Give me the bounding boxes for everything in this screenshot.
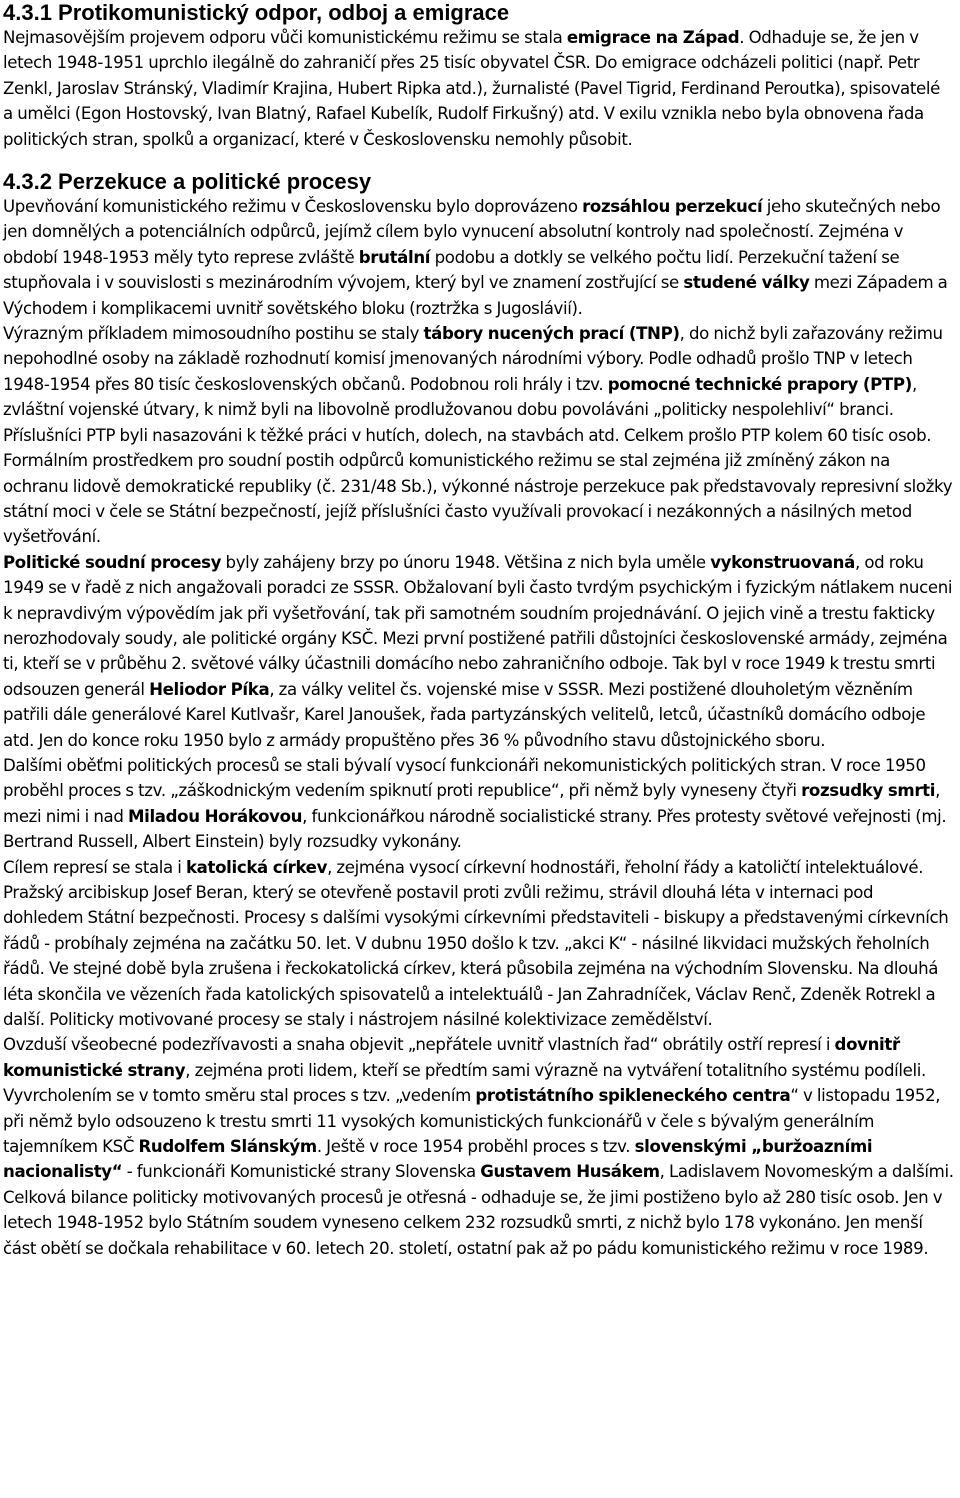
- paragraph-text: byly zahájeny brzy po únoru 1948. Většina z nich byla uměle: [221, 552, 711, 572]
- paragraph-text: , od roku 1949 se v řadě z nich angažovali poradci ze SSSR. Obžalovaní byli často tvrdým psychickým i fyzickým nátlakem nuceni k nepravdivým výpovědím jak při vyšetřování, tak při samotném soudním projednávání. O jejich vině a trestu fakticky nerozhodovaly soudy, ale politické orgány KSČ. Mezi první postižené patřili důstojníci československé armády, zejména ti, kteří se v průběhu 2. světové války účastnili domácího nebo zahraničního odboje. Tak byl v roce 1949 k trestu smrti odsouzen generál: [3, 552, 953, 699]
- emphasis-text: rozsudky smrti: [801, 781, 936, 801]
- paragraph: [3, 25, 954, 152]
- emphasis-text: dovnitř komunistické strany: [3, 1035, 900, 1080]
- emphasis-text: Miladou Horákovou: [127, 806, 303, 826]
- paragraph-text: , zvláštní vojenské útvary, k nimž byli na libovolně prodlužovanou dobu povoláváni „politicky nespolehliví“ branci. Příslušníci PTP byli nasazováni k těžké práci v hutích, dolech, na stavbách atd. Celkem prošlo PTP kolem 60 tisíc osob.: [3, 374, 932, 445]
- section-body-emigrace: [3, 25, 954, 152]
- paragraph-text: , zejména proti lidem, kteří se předtím sami výrazně na vytváření totalitního systému podíleli. Vyvrcholením se v tomto směru stal proces s tzv. „vedením: [3, 1060, 926, 1106]
- paragraph: [3, 321, 954, 448]
- paragraph-text: Ovzduší všeobecné podezřívavosti a snaha objevit „nepřátele uvnitř vlastních řad“ obrátily ostří represí i: [3, 1035, 835, 1055]
- emphasis-text: emigrace na Západ: [566, 28, 740, 47]
- emphasis-text: tábory nucených prací (TNP): [423, 324, 680, 344]
- emphasis-text: slovenskými „buržoazními nacionalisty“: [3, 1137, 873, 1182]
- paragraph-text: . Ještě v roce 1954 proběhl proces s tzv.: [316, 1137, 635, 1157]
- paragraph: [3, 1185, 954, 1261]
- paragraph-text: Cílem represí se stala i: [3, 857, 186, 877]
- emphasis-text: Gustavem Husákem: [480, 1162, 660, 1182]
- paragraph-text: Upevňování komunistického režimu v Československu bylo doprovázeno: [3, 197, 583, 217]
- emphasis-text: Heliodor Píka: [149, 679, 270, 699]
- emphasis-text: vykonstruovaná: [710, 552, 855, 572]
- paragraph-text: , do nichž byli zařazovány režimu nepohodlné osoby na základě rozhodnutí komisí jmenovaných národními výbory. Podle odhadů prošlo TNP v letech 1948-1954 přes 80 tisíc československých občanů. Podobnou roli hrály i tzv.: [3, 324, 943, 394]
- emphasis-text: rozsáhlou perzekucí: [582, 197, 763, 217]
- paragraph: [3, 855, 954, 1033]
- emphasis-text: katolická církev: [186, 857, 328, 877]
- section-heading-perzekuce: 4.3.2 Perzekuce a politické procesy: [3, 169, 372, 195]
- paragraph-text: , Ladislavem Novomeským a dalšími.: [659, 1162, 954, 1182]
- paragraph-text: Celková bilance politicky motivovaných procesů je otřesná - odhaduje se, že jimi postiženo bylo až 280 tisíc osob. Jen v letech 1948-1952 bylo Státním soudem vyneseno celkem 232 rozsudků smrti, z nichž bylo 178 vykonáno. Jen menší část obětí se dočkala rehabilitace v 60. letech 20. století, ostatní pak až po pádu komunistického režimu v roce 1989.: [3, 1187, 943, 1258]
- paragraph: [3, 1032, 954, 1184]
- paragraph-text: “ v listopadu 1952, při němž bylo odsouzeno k trestu smrti 11 vysokých komunistických funkcionářů v čele s bývalým generálním tajemníkem KSČ: [3, 1086, 941, 1157]
- emphasis-text: Rudolfem Slánským: [138, 1137, 317, 1157]
- paragraph-text: . Odhaduje se, že jen v letech 1948-1951 uprchlo ilegálně do zahraničí přes 25 tisíc obyvatel ČSR. Do emigrace odcházeli politici (např. Petr Zenkl, Jaroslav Stránský, Vladimír Krajina, Hubert Ripka atd.), žurnalisté (Pavel Tigrid, Ferdinand Peroutka), spisovatelé a umělci (Egon Hostovský, Ivan Blatný, Rafael Kubelík, Rudolf Firkušný) atd. V exilu vznikla nebo byla obnovena řada politických stran, spolků a organizací, které v Československu nemohly působit.: [3, 28, 940, 149]
- paragraph-text: , funkcionářkou národně socialistické strany. Přes protesty světové veřejnosti (mj. Bertrand Russell, Albert Einstein) byly rozsudky vykonány.: [3, 806, 947, 852]
- paragraph-text: , zejména vysocí církevní hodnostáři, řeholní řády a katoličtí intelektuálové. Pražský arcibiskup Josef Beran, který se otevřeně postavil proti zvůli režimu, strávil dlouhá léta v internaci pod dohledem Státní bezpečnosti. Procesy s dalšími vysokými církevními představiteli - biskupy a představenými církevních řádů - probíhaly zejména na začátku 50. let. V dubnu 1950 došlo k tzv. „akci K“ - násilné likvidaci mužských řeholních řádů. Ve stejné době byla zrušena i řeckokatolická církev, která působila zejména na východním Slovensku. Na dlouhá léta skončila ve vězeních řada katolických spisovatelů a intelektuálů - Jan Zahradníček, Václav Renč, Zdeněk Rotrekl a další. Politicky motivované procesy se staly i nástrojem násilné kolektivizace zemědělství.: [3, 857, 949, 1030]
- emphasis-text: pomocné technické prapory (PTP): [607, 374, 912, 394]
- emphasis-text: Politické soudní procesy: [3, 552, 222, 572]
- paragraph-text: Formálním prostředkem pro soudní postih odpůrců komunistického režimu se stal zejména již zmíněný zákon na ochranu lidově demokratické republiky (č. 231/48 Sb.), výkonné nástroje perzekuce pak představovaly represivní složky státní moci v čele se Státní bezpečností, jejíž příslušníci často využívali provokací i nezákonných a násilných metod vyšetřování.: [3, 451, 953, 547]
- emphasis-text: brutální: [358, 247, 431, 267]
- paragraph-text: Nejmasovějším projevem odporu vůči komunistickému režimu se stala: [3, 28, 567, 47]
- paragraph-text: jeho skutečných nebo jen domnělých a potenciálních odpůrců, jejímž cílem bylo vynucení absolutní kontroly nad společností. Zejména v období 1948-1953 měly tyto represe zvláště: [3, 197, 941, 267]
- emphasis-text: studené války: [683, 273, 810, 293]
- paragraph-text: Výrazným příkladem mimosoudního postihu se staly: [3, 324, 424, 344]
- paragraph-text: podobu a dotkly se velkého počtu lidí. Perzekuční tažení se stupňovala i v souvislosti s mezinárodním vývojem, který byl ve znamení zostřující se: [3, 247, 900, 293]
- section-heading-protikomunisticky-odpor: 4.3.1 Protikomunistický odpor, odboj a emigrace: [3, 0, 510, 25]
- paragraph: [3, 550, 954, 753]
- paragraph-text: - funkcionáři Komunistické strany Slovenska: [122, 1162, 481, 1182]
- paragraph-text: , mezi nimi i nad: [3, 781, 941, 826]
- paragraph-text: Dalšími oběťmi politických procesů se stali bývalí vysocí funkcionáři nekomunistických politických stran. V roce 1950 proběhl proces s tzv. „záškodnickým vedením spiknutí proti republice“, při němž byly vyneseny čtyři: [3, 755, 926, 801]
- section-body-perzekuce: [3, 194, 954, 1261]
- paragraph-text: mezi Západem a Východem i komplikacemi uvnitř sovětského bloku (roztržka s Jugoslávií).: [3, 273, 948, 318]
- paragraph: [3, 448, 954, 550]
- paragraph: [3, 753, 954, 855]
- emphasis-text: protistátního spikleneckého centra: [475, 1086, 791, 1106]
- paragraph-text: , za války velitel čs. vojenské mise v SSSR. Mezi postižené dlouholetým vězněním patřili dále generálové Karel Kutlvašr, Karel Janoušek, řada partyzánských velitelů, letců, účastníků domácího odboje atd. Jen do konce roku 1950 bylo z armády propuštěno přes 36 % původního stavu důstojnického sboru.: [3, 679, 926, 750]
- paragraph: [3, 194, 954, 321]
